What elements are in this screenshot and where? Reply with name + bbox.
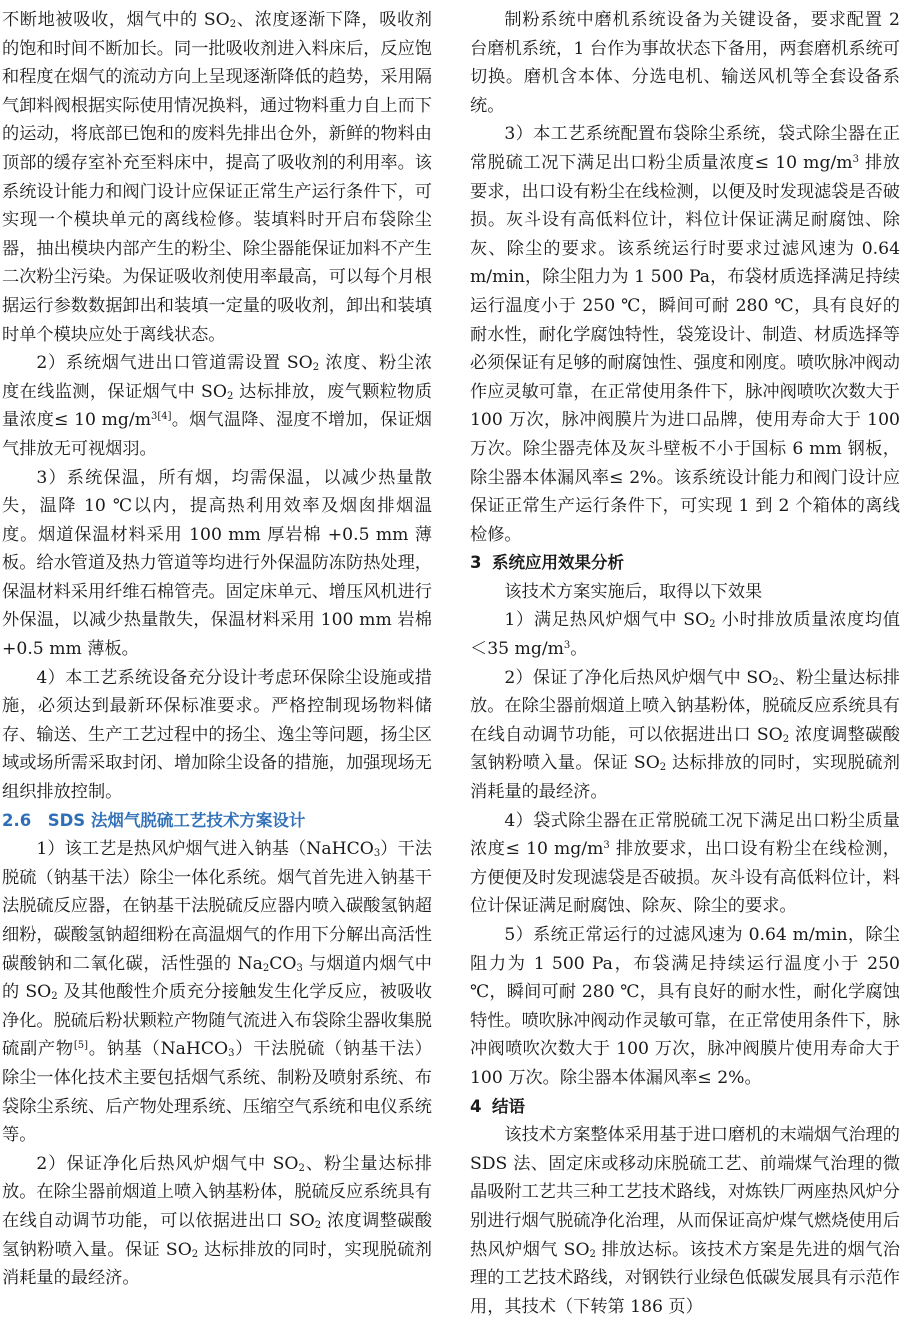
- paragraph-mill-system: 制粉系统中磨机系统设备为关键设备，要求配置 2 台磨机系统，1 台作为事故状态下备用，两套磨机系统可切换。磨机含本体、分选电机、输送风机等全套设备系统。: [470, 10, 900, 116]
- paragraph-result-5: 5）系统正常运行的过滤风速为 0.64 m/min，除尘阻力为 1 500 Pa，布袋满足持续运行温度小于 250 ℃，瞬间可耐 280 ℃，具有良好的耐水性，耐化学腐蚀特性。喷吹脉冲阀动作灵敏可靠，在正常使用条件下，脉冲阀喷吹次数大于 100 万次，脉冲阀膜片使用寿命大于 100 万次。除尘器本体漏风率≤ 2%。: [470, 925, 900, 1088]
- paragraph-dust-control: 4）本工艺系统设备充分设计考虑环保除尘设施或措施，必须达到最新环保标准要求。严格控制现场物料储存、输送、生产工艺过程中的扬尘、逸尘等问题，扬尘区域或场所需采取封闭、增加除尘设备的措施，加强现场无组织排放控制。: [2, 667, 432, 803]
- paragraph-result-4: 4）袋式除尘器在正常脱硫工况下满足出口粉尘质量浓度≤ 10 $mg/m^3$ 排放要求，出口设有粉尘在线检测，方便便及时发现滤袋是否破损。灰斗设有高低料位计，料位计保证满足耐腐蚀、除灰、除尘的要求。: [470, 810, 900, 917]
- paragraph-insulation: 3）系统保温，所有烟，均需保温，以减少热量散失，温降 10 ℃以内，提高热利用效率及烟囱排烟温度。烟道保温材料采用 100 mm 厚岩棉 +0.5 mm 薄板。给水管道及热力管道等均进行外保温防冻防热处理，保温材料采用纤维石棉管壳。固定床单元、增压风机进行外保温，以减少热量散失，保温材料采用 100 mm 岩棉 +0.5 mm 薄板。: [2, 467, 432, 660]
- paragraph-conclusion: 该技术方案整体采用基于进口磨机的末端烟气治理的 SDS 法、固定床或移动床脱硫工艺、前端煤气治理的微晶吸附工艺共三种工艺技术路线，对炼铁厂两座热风炉分别进行烟气脱硫净化治理，从而保证高炉煤气燃烧使用后热风炉烟气 $SO_2$ 排放达标。该技术方案是先进的烟气治理的工艺技术路线，对钢铁行业绿色低碳发展具有示范作用，其技术（下转第 186 页）: [470, 1125, 900, 1317]
- paragraph-online-monitoring: 2）系统烟气进出口管道需设置 $SO_2$ 浓度、粉尘浓度在线监测，保证烟气中 $SO_2$ 达标排放，废气颗粒物质量浓度≤ 10 $mg/m^{3[4]}$。烟气温降、湿度不增加，保证烟气排放无可视烟羽。: [2, 353, 432, 459]
- section-heading-4: 4 结语: [470, 1096, 525, 1116]
- paragraph-fixed-bed-adsorbent: 不断地被吸收，烟气中的 $SO_2$、浓度逐渐下降，吸收剂的饱和时间不断加长。同一批吸收剂进入料床后，反应饱和程度在烟气的流动方向上呈现逐渐降低的趋势，采用隔气卸料阀根据实际使用情况换料，通过物料重力自上而下的运动，将底部已饱和的废料先排出仓外，新鲜的物料由顶部的缓存室补充至料床中，提高了吸收剂的利用率。该系统设计能力和阀门设计应保证正常生产运行条件下，可实现一个模块单元的离线检修。装填料时开启布袋除尘器，抽出模块内部产生的粉尘、除尘器能保证加料不产生二次粉尘污染。为保证吸收剂使用率最高，可以每个月根据运行参数数据卸出和装填一定量的吸收剂，卸出和装填时单个模块应处于离线状态。: [2, 10, 432, 345]
- section-heading-3: 3 系统应用效果分析: [470, 553, 624, 573]
- paragraph-result-2: 2）保证了净化后热风炉烟气中 $SO_2$、粉尘量达标排放。在除尘器前烟道上喷入钠基粉体，脱硫反应系统具有在线自动调节功能，可以依据进出口 $SO_2$ 浓度调整碳酸氢钠粉喷入量。保证 $SO_2$ 达标排放的同时，实现脱硫剂消耗量的最经济。: [470, 667, 900, 803]
- paragraph-so2-compliance: 2）保证净化后热风炉烟气中 $SO_2$、粉尘量达标排放。在除尘器前烟道上喷入钠基粉体，脱硫反应系统具有在线自动调节功能，可以依据进出口 $SO_2$ 浓度调整碳酸氢钠粉喷入量。保证 $SO_2$ 达标排放的同时，实现脱硫剂消耗量的最经济。: [2, 1153, 432, 1289]
- citation-4: [4]: [157, 411, 172, 423]
- subsection-heading-2-6: 2.6 SDS 法烟气脱硫工艺技术方案设计: [2, 810, 306, 830]
- paragraph-bag-filter: 3）本工艺系统配置布袋除尘系统，袋式除尘器在正常脱硫工况下满足出口粉尘质量浓度≤ 10 $mg/m^3$ 排放要求，出口设有粉尘在线检测，以便及时发现滤袋是否破损。灰斗设有高低料位计，料位计保证满足耐腐蚀、除灰、除尘的要求。该系统运行时要求过滤风速为 0.64 m/min，除尘阻力为 1 500 Pa，布袋材质选择满足持续运行温度小于 250 ℃，瞬间可耐 280 ℃，具有良好的耐水性，耐化学腐蚀特性，袋笼设计、制造、材质选择等必须保证有足够的耐腐蚀性、强度和刚度。喷吹脉冲阀动作应灵敏可靠，在正常使用条件下，脉冲阀喷吹次数大于 100 万次，脉冲阀膜片为进口品牌，使用寿命大于 100 万次。除尘器壳体及灰斗壁板不小于国标 6 mm 钢板，除尘器本体漏风率≤ 2%。该系统设计能力和阀门设计应保证正常生产运行条件下，可实现 1 到 2 个箱体的离线检修。: [470, 124, 900, 545]
- paragraph-results-intro: 该技术方案实施后，取得以下效果: [504, 581, 763, 602]
- paragraph-result-1: 1）满足热风炉烟气中 $SO_2$ 小时排放质量浓度均值＜35 $mg/m^3$。: [470, 610, 900, 660]
- citation-5: [5]: [73, 1040, 88, 1052]
- paragraph-sds-process: 1）该工艺是热风炉烟气进入钠基（NaHCO$_3$）干法脱硫（钠基干法）除尘一体化系统。烟气首先进入钠基干法脱硫反应器，在钠基干法脱硫反应器内喷入碳酸氢钠超细粉，碳酸氢钠超细粉在高温烟气的作用下分解出高活性碳酸钠和二氧化碳，活性强的 $Na_2CO_3$ 与烟道内烟气中的 $SO_2$ 及其他酸性介质充分接触发生化学反应，被吸收净化。脱硫后粉状颗粒产物随气流进入布袋除尘器收集脱硫副产物[5]。钠基（NaHCO$_3$）干法脱硫（钠基干法）除尘一体化技术主要包括烟气系统、制粉及喷射系统、布袋除尘系统、后产物处理系统、压缩空气系统和电仪系统等。: [2, 839, 432, 1146]
- left-column: [2, 6, 432, 1293]
- right-column: [470, 6, 900, 1321]
